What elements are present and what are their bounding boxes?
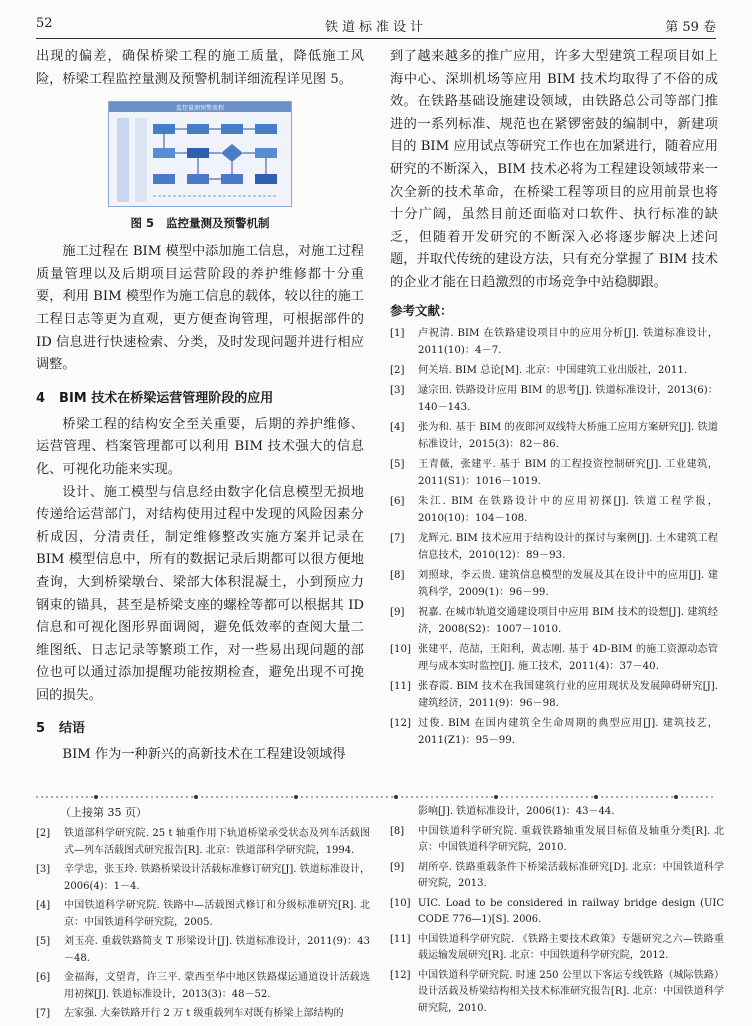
reference-item	[390, 456, 718, 490]
figure-5	[36, 101, 364, 231]
reference-text: 刘玉亮. 重载铁路简支 T 形梁设计[J]. 铁道标准设计，2011(9)：43－48.	[64, 936, 370, 964]
reference-item	[390, 715, 718, 749]
reference-number: [3]	[390, 384, 405, 396]
reference-text: 龙辉元. BIM 技术应用于结构设计的探讨与案例[J]. 土木建筑工程信息技术，2010(12)：89－93.	[418, 532, 718, 561]
reference-text: 中国铁道科学研究院. 《铁路主要技术政策》专题研究之六—铁路重载运输发展研究[R]. 北京：中国铁道科学研究院，2012.	[418, 933, 724, 961]
reference-list	[36, 826, 370, 1023]
section-heading-4	[36, 387, 364, 406]
reference-number: [4]	[36, 900, 51, 911]
reference-number: [1]	[390, 327, 405, 339]
bottom-left-column	[36, 804, 370, 1026]
reference-text: 金福海，文望青，许三平. 蒙西至华中地区铁路煤运通道设计活载选用初探[J]. 铁道标准设计，2013(3)：48－52.	[64, 972, 370, 1000]
reference-item	[390, 362, 718, 379]
header-rule	[36, 38, 716, 39]
paragraph: 出现的偏差，确保桥梁工程的施工质量，降低施工风险，桥梁工程监控量测及预警机制详细流程详见图 5。	[36, 49, 364, 87]
flowchart-graphic	[109, 102, 291, 206]
reference-number: [9]	[390, 861, 405, 873]
reference-number: [2]	[36, 828, 51, 839]
reference-text: 张为和. 基于 BIM 的夜郎河双线特大桥施工应用方案研究[J]. 铁道标准设计，2015(3)：82－86.	[418, 421, 718, 450]
journal-name: 铁道标准设计	[324, 20, 427, 35]
reference-number: [5]	[36, 936, 51, 947]
reference-item	[36, 898, 370, 931]
reference-text: 卢祝清. BIM 在铁路建设项目中的应用分析[J]. 铁道标准设计，2011(10)：4－7.	[418, 327, 718, 356]
reference-text: 祝嘉. 在城市轨道交通建设项目中应用 BIM 技术的设想[J]. 建筑经济，2008(S2)：1007－1010.	[418, 606, 718, 635]
right-column	[390, 46, 718, 752]
reference-number: [6]	[36, 972, 51, 983]
reference-item	[390, 896, 724, 929]
reference-item	[390, 530, 718, 564]
reference-text: 张春霞. BIM 技术在我国建筑行业的应用现状及发展障碍研究[J]. 建筑经济，2011(9)：96－98.	[418, 680, 718, 709]
reference-text: 张建平，范喆，王阳利，黄志刚. 基于 4D-BIM 的施工资源动态管理与成本实时监控[J]. 施工技术，2011(4)：37－40.	[418, 643, 718, 672]
left-column	[36, 46, 364, 767]
reference-text: 中国铁道科学研究院. 铁路中—活载图式修订和分级标准研究[R]. 北京：中国铁道科学研究院，2005.	[64, 900, 370, 928]
reference-number: [7]	[36, 1008, 51, 1019]
reference-item	[390, 382, 718, 416]
figure-caption	[36, 215, 364, 231]
reference-number: [8]	[390, 569, 405, 581]
section-number: 4	[36, 390, 46, 406]
reference-item	[390, 678, 718, 712]
reference-number: [10]	[390, 643, 411, 655]
reference-item	[390, 641, 718, 675]
reference-number: [12]	[390, 717, 411, 729]
reference-number: [11]	[390, 933, 411, 945]
reference-text: 逯宗田. 铁路设计应用 BIM 的思考[J]. 铁道标准设计，2013(6)：140－143.	[418, 384, 718, 413]
reference-continuation: 影响[J]. 铁道标准设计，2006(1)：43－44.	[418, 806, 615, 817]
reference-text: 何关培. BIM 总论[M]. 北京：中国建筑工业出版社，2011.	[418, 364, 688, 376]
reference-item	[36, 1006, 370, 1023]
reference-number: [9]	[390, 606, 405, 618]
reference-text: 胡所亭. 铁路重载条件下桥梁活载标准研究[D]. 北京：中国铁道科学研究院，2013.	[418, 861, 724, 889]
reference-item	[390, 325, 718, 359]
volume-label: 第 59 卷	[665, 20, 716, 35]
section-title: BIM 技术在桥梁运营管理阶段的应用	[59, 390, 274, 406]
reference-list	[390, 824, 724, 1018]
reference-text: 刘照球，李云贵. 建筑信息模型的发展及其在设计中的应用[J]. 建筑科学，2009(1)：96－99.	[418, 569, 718, 598]
section-divider	[36, 791, 716, 803]
paragraph: 桥梁工程的结构安全至关重要，后期的养护维修、运营管理、档案管理都可以利用 BIM 技术强大的信息化、可视化功能来实现。	[36, 416, 364, 477]
reference-item	[390, 932, 724, 965]
paragraph: BIM 作为一种新兴的高新技术在工程建设领域得	[62, 747, 346, 763]
reference-list	[390, 325, 718, 749]
reference-text: 辛学忠，张玉玲. 铁路桥梁设计活载标准修订研究[J]. 铁道标准设计，2006(4)：1－4.	[64, 864, 370, 892]
reference-item	[390, 824, 724, 857]
figure-number: 图 5	[130, 216, 154, 231]
reference-number: [6]	[390, 495, 405, 507]
paragraph: 设计、施工模型与信息经由数字化信息模型无损地传递给运营部门，对结构使用过程中发现的风险因素分析成因，分清责任，制定维修整改实施方案并记录在 BIM 模型信息中，所有的数据记录后期都可以很方便地查询，大到桥梁墩台、梁部大体积混凝土，小到预应力钢束的锚具，甚至是桥梁支座的螺栓等都可以根据其 ID 信息和可视化图形界面调阅，避免低效率的查阅大量二维图纸、日志记录等繁琐工作，对一些易出现问题的部位也可以通过添加提醒功能按期检查，避免出现不可挽回的损失。	[36, 484, 364, 703]
reference-text: 铁道部科学研究院. 25 t 轴重作用下轨道桥梁承受状态及列车活载图式—列车活载图式研究报告[R]. 北京：铁道部科学研究院，1994.	[64, 828, 370, 856]
reference-item	[36, 934, 370, 967]
reference-text: 左家强. 大秦铁路开行 2 万 t 级重载列车对既有桥梁上部结构的	[64, 1008, 344, 1019]
reference-number: [3]	[36, 864, 51, 875]
flowchart-title: 监控量测预警流程	[175, 105, 225, 113]
reference-text: 中国铁道科学研究院. 时速 250 公里以下客运专线铁路（城际铁路）设计活载及桥梁结构相关技术标准研究报告[R]. 北京：中国铁道科学研究院，2010.	[418, 969, 724, 1014]
reference-text: 王青薇，张建平. 基于 BIM 的工程投资控制研究[J]. 工业建筑，2011(S1)：1016－1019.	[418, 458, 718, 487]
reference-item	[36, 862, 370, 895]
continued-note: （上接第 35 页）	[60, 806, 147, 819]
reference-number: [12]	[390, 969, 411, 981]
reference-number: [7]	[390, 532, 405, 544]
figure-caption-text: 监控量测及预警机制	[166, 216, 270, 231]
reference-item	[390, 419, 718, 453]
reference-text: UIC. Load to be considered in railway bridge design (UIC CODE 776—1)[S]. 2006.	[418, 897, 724, 925]
reference-number: [10]	[390, 897, 411, 909]
reference-number: [2]	[390, 364, 405, 376]
reference-text: 朱江. BIM 在铁路设计中的应用初探[J]. 铁道工程学报，2010(10)：104－108.	[418, 495, 718, 524]
section-heading-5	[36, 717, 364, 736]
section-title: 结语	[59, 721, 86, 737]
reference-item	[36, 826, 370, 859]
running-header	[36, 14, 716, 38]
paragraph: 施工过程在 BIM 模型中添加施工信息，对施工过程质量管理以及后期项目运营阶段的养护维修都十分重要，利用 BIM 模型作为施工信息的载体，较以往的施工工程日志等更为直观，更方便查询管理，可根据部件的 ID 信息进行快速检索、分类，及时发现问题并进行相应调整。	[36, 244, 364, 373]
references-title: 参考文献：	[390, 302, 453, 318]
section-number: 5	[36, 721, 46, 737]
reference-item	[390, 968, 724, 1018]
reference-text: 过俊. BIM 在国内建筑全生命周期的典型应用[J]. 建筑技艺，2011(Z1)：95－99.	[418, 717, 718, 746]
reference-item	[390, 604, 718, 638]
reference-item	[36, 970, 370, 1003]
reference-item	[390, 493, 718, 527]
page-number: 52	[36, 16, 53, 31]
reference-number: [4]	[390, 421, 405, 433]
reference-item	[390, 860, 724, 893]
bottom-right-column	[390, 804, 724, 1020]
reference-number: [5]	[390, 458, 405, 470]
paragraph: 到了越来越多的推广应用，许多大型建筑工程项目如上海中心、深圳机场等应用 BIM 技术均取得了不俗的成效。在铁路基础设施建设领域，由铁路总公司等部门推进的一系列标准、规范也在紧锣密鼓的编制中，新建项目的 BIM 应用试点等研究工作也在加紧进行，随着应用研究的不断深入，BIM 技术必将为工程建设领域带来一次全新的技术革命，在桥梁工程等项目的应用前景也将十分广阔，虽然目前还面临对口软件、执行标准的缺乏，但随着开发研究的不断深入必将逐步解决上述问题，并取代传统的建设方法，只有充分掌握了 BIM 技术的企业才能在日趋激烈的市场竞争中站稳脚跟。	[390, 49, 718, 290]
reference-number: [8]	[390, 825, 405, 837]
reference-number: [11]	[390, 680, 411, 692]
reference-text: 中国铁道科学研究院. 重载铁路轴重发展目标值及轴重分类[R]. 北京：中国铁道科学研究院，2010.	[418, 825, 724, 853]
reference-item	[390, 567, 718, 601]
flowchart-image	[108, 101, 292, 207]
